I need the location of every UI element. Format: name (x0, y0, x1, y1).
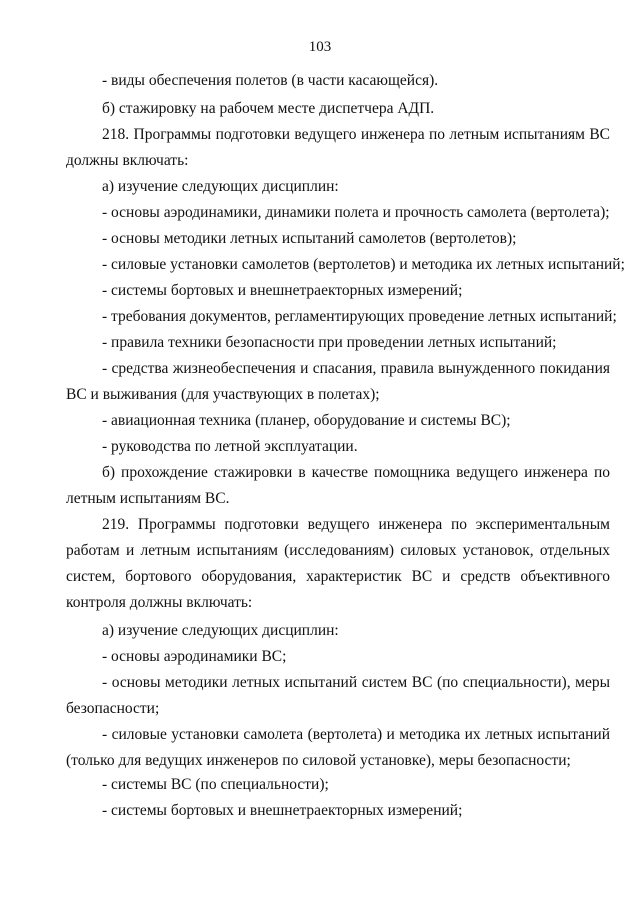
paragraph: б) прохождение стажировки в качестве помощника ведущего инженера по летным испытаниям ВС. (66, 464, 610, 507)
paragraph: б) стажировку на рабочем месте диспетчера АДП. (102, 100, 435, 117)
page-number: 103 (308, 39, 332, 55)
paragraph: 219. Программы подготовки ведущего инженера по экспериментальным работам и летным испытаниям (исследованиям) силовых установок, отдельных систем, бортового оборудования, характеристик ВС и средств объективного контроля должны включать: (66, 516, 610, 611)
paragraph: - системы бортовых и внешнетраекторных измерений; (102, 802, 463, 819)
paragraph: - основы аэродинамики, динамики полета и прочность самолета (вертолета); (102, 204, 610, 221)
paragraph: - основы методики летных испытаний самолетов (вертолетов); (102, 230, 517, 247)
paragraph: - требования документов, регламентирующих проведение летных испытаний; (102, 308, 617, 325)
paragraph: - основы методики летных испытаний систем ВС (по специальности), меры безопасности; (66, 674, 610, 717)
paragraph: а) изучение следующих дисциплин: (102, 622, 339, 639)
paragraph: - правила техники безопасности при проведении летных испытаний; (102, 334, 557, 351)
paragraph: - основы аэродинамики ВС; (102, 648, 287, 665)
paragraph: 218. Программы подготовки ведущего инженера по летным испытаниям ВС должны включать: (66, 126, 610, 169)
paragraph: - силовые установки самолета (вертолета) и методика их летных испытаний (только для ведущих инженеров по силовой установке), меры безопасности; (66, 726, 610, 769)
paragraph: - силовые установки самолетов (вертолетов) и методика их летных испытаний; (102, 256, 625, 273)
paragraph: - системы ВС (по специальности); (102, 776, 329, 793)
paragraph: а) изучение следующих дисциплин: (102, 178, 339, 195)
paragraph: - средства жизнеобеспечения и спасания, правила вынужденного покидания ВС и выживания (для участвующих в полетах); (66, 360, 610, 403)
paragraph: - виды обеспечения полетов (в части касающейся). (102, 72, 439, 89)
paragraph: - системы бортовых и внешнетраекторных измерений; (102, 282, 463, 299)
paragraph: - авиационная техника (планер, оборудование и системы ВС); (102, 412, 511, 429)
paragraph: - руководства по летной эксплуатации. (102, 438, 358, 455)
